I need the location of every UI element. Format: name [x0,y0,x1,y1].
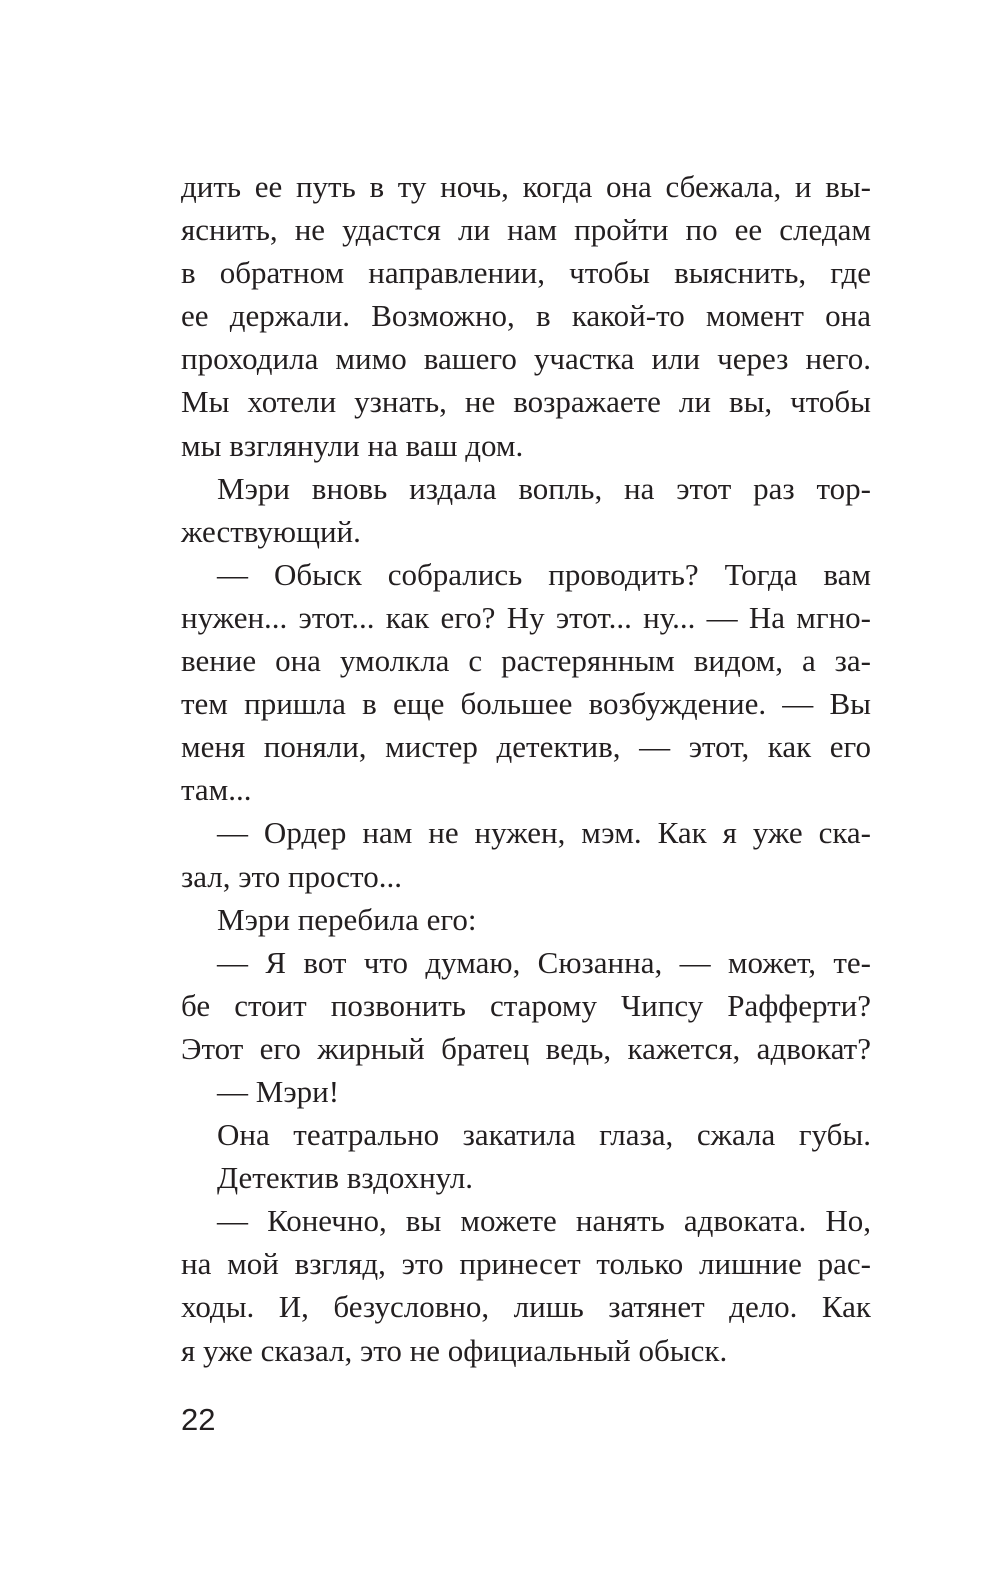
text-line: — Я вот что думаю, Сюзанна, — может, те- [217,944,871,980]
text-line: мы взглянули на ваш дом. [181,427,524,463]
text-line: проходила мимо вашего участка или через него. [181,341,871,377]
text-line: нужен... этот... как его? Ну этот... ну... — На мгно- [181,599,871,635]
text-line: там... [181,772,252,808]
text-line: меня поняли, мистер детектив, — этот, как его [181,729,871,765]
text-line: ее держали. Возможно, в какой-то момент она [181,298,871,334]
text-line: бе стоит позвонить старому Чипсу Рафферти? [181,987,871,1023]
text-line: я уже сказал, это не официальный обыск. [181,1332,728,1368]
text-line: тем пришла в еще большее возбуждение. — Вы [181,686,871,722]
text-line: Мэри перебила его: [217,901,477,937]
text-line: дить ее путь в ту ночь, когда она сбежала, и вы- [181,169,871,204]
text-line: зал, это просто... [181,858,402,894]
text-line: — Конечно, вы можете нанять адвоката. Но, [217,1203,871,1239]
text-line: в обратном направлении, чтобы выяснить, где [181,255,871,291]
text-line: жествующий. [181,513,361,549]
page-number: 22 [181,1402,216,1437]
text-line: Мэри вновь издала вопль, на этот раз тор- [217,470,871,506]
text-line: яснить, не удастся ли нам пройти по ее следам [181,212,871,248]
text-line: — Обыск собрались проводить? Тогда вам [217,556,871,592]
text-line: Детектив вздохнул. [217,1160,474,1196]
text-line: ходы. И, безусловно, лишь затянет дело. Как [181,1289,871,1325]
text-line: Этот его жирный братец ведь, кажется, адвокат? [181,1030,871,1066]
text-line: — Мэри! [217,1073,340,1109]
body-text [181,165,871,1372]
text-line: на мой взгляд, это принесет только лишние рас- [181,1246,871,1282]
text-line: — Ордер нам не нужен, мэм. Как я уже ска- [217,815,871,851]
text-line: Она театрально закатила глаза, сжала губы. [217,1117,871,1153]
text-line: Мы хотели узнать, не возражаете ли вы, чтобы [181,384,871,420]
text-line: вение она умолкла с растерянным видом, а за- [181,643,871,679]
